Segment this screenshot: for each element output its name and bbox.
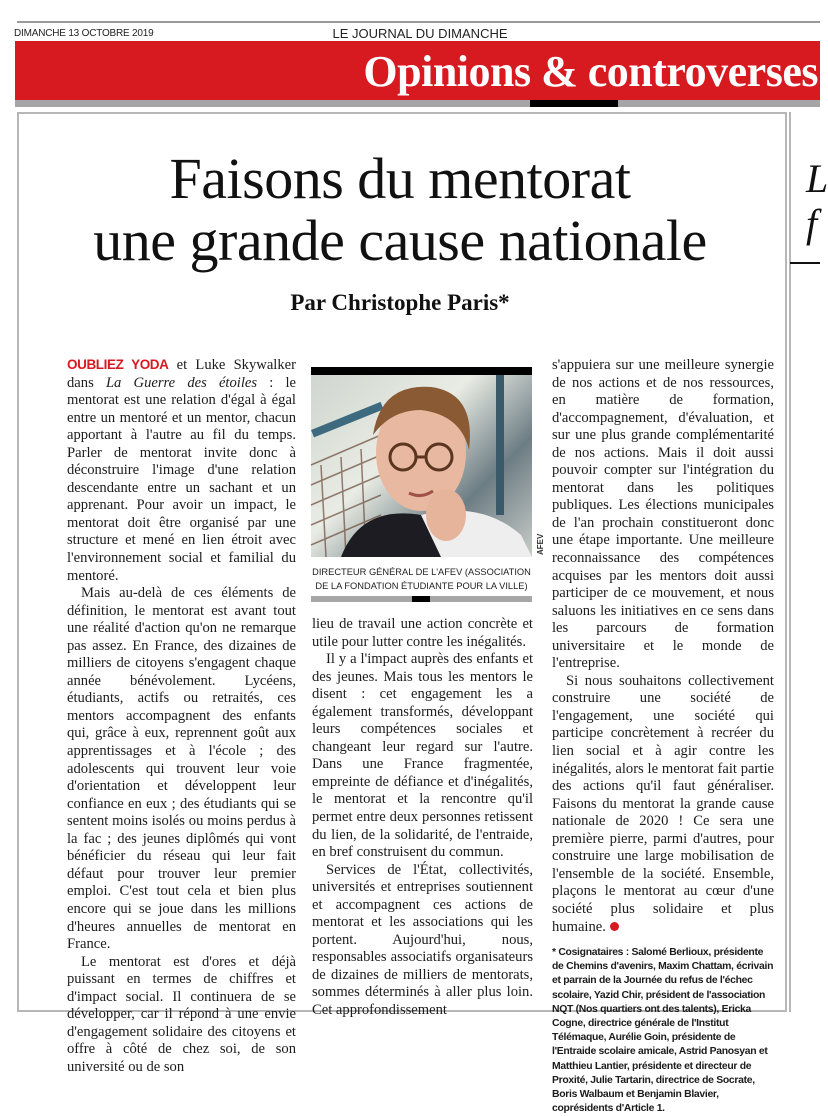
paragraph: Services de l'État, collectivités, universités et entreprises soutiennent et accompagnent ces actions de mentorat et les associations qui les portent. Aujourd'hui, nous, responsables associatifs organisateurs de dizaines de milliers de mentorats, sommes déterminés à aller plus loin. Cet approfondissement: [312, 861, 533, 1019]
top-rule: [17, 21, 820, 23]
headline: [20, 148, 780, 272]
column-3: [552, 357, 774, 1116]
paragraph: [67, 357, 296, 585]
author-photo: [311, 375, 532, 557]
caption-rule: [311, 596, 532, 602]
photo-credit: AFEV: [536, 533, 545, 555]
photo-caption: [311, 565, 532, 593]
end-mark-icon: [610, 922, 619, 931]
section-banner: [15, 41, 820, 100]
column-1: [67, 357, 296, 1076]
section-rule-marker: [530, 100, 618, 107]
issue-date: DIMANCHE 13 OCTOBRE 2019: [14, 28, 154, 39]
paragraph: s'appuiera sur une meilleure synergie de nos actions et de nos ressources, en matière de formation, d'accompagnement, d'évaluation, et sur une plus grande complémentarité de nos actions. Mais il doit aussi pouvoir compter sur l'intégration du mentorat dans les politiques publiques. Les élections municipales de l'an prochain constitueront donc une étape importante. Une meilleure reconnaissance des compétences acquises par les mentors doit aussi participer de ce mouvement, et nous saluons les initiatives en ce sens dans les parcours de formation universitaire et le monde de l'entreprise.: [552, 357, 774, 672]
portrait-illustration: [311, 375, 532, 557]
caption-line-1: DIRECTEUR GÉNÉRAL DE L'AFEV (ASSOCIATION: [312, 567, 531, 577]
next-article-rule: [790, 262, 820, 264]
paragraph-text: : le mentorat est une relation d'égal à égal entre un mentoré et un mentor, chacun apportant à l'autre au fil du temps. Parler de mentorat invite donc à déconstruire l'image d'une relation descendante entre un sachant et un apprenant. Pour avoir un impact, le mentorat doit être organisé par une structure et mené en lien étroit avec l'environnement social et familial du mentoré.: [67, 374, 296, 584]
caption-rule-marker: [412, 596, 430, 602]
next-article-glyph: L: [806, 156, 828, 201]
paragraph: Il y a l'impact auprès des enfants et des jeunes. Mais tous les mentors le disent : cet engagement les a également transformés, développant leurs compétences sociales et changeant leur regard sur l'autre. Dans une France fragmentée, empreinte de défiance et d'inégalités, le mentorat et la rencontre qu'il permet entre deux personnes retissent du lien, de la solidarité, de l'entraide, en bref construisent du commun.: [312, 651, 533, 861]
lead-in: OUBLIEZ YODA: [67, 357, 169, 372]
next-article-glyph: f: [806, 201, 818, 246]
newspaper-name: LE JOURNAL DU DIMANCHE: [332, 26, 508, 41]
paragraph-text: et Luke Skywalker dans: [67, 357, 296, 391]
caption-line-2: DE LA FONDATION ÉTUDIANTE POUR LA VILLE): [315, 581, 528, 591]
column-2: [312, 616, 533, 1020]
work-title: La Guerre des étoiles: [105, 374, 258, 391]
photo-top-bar: [311, 367, 532, 375]
section-title: Opinions & controverses: [363, 47, 818, 96]
cosignatories-footnote: * Cosignataires : Salomé Berlioux, présidente de Chemins d'avenirs, Maxim Chattam, écrivain et parrain de la Journée du refus de l'échec scolaire, Yazid Chir, président de l'association NQT (Nos quartiers ont des talents), Ericka Cogne, directrice générale de l'Institut Télémaque, Aurélie Goin, présidente de l'Entraide scolaire amicale, Astrid Panosyan et Matthieu Lantier, présidente et directeur de Proxité, Julie Tartarin, directrice de Socrate, Boris Walbaum et Benjamin Blavier, coprésidents d'Article 1.: [552, 947, 774, 1115]
paragraph: Mais au-delà de ces éléments de définition, le mentorat est avant tout une réalité d'action qu'on ne remarque pas assez. En France, des dizaines de milliers de citoyens s'engagent chaque année bénévolement. Lycéens, étudiants, actifs ou retraités, ces mentors accompagnent des enfants qui, grâce à eux, reprennent goût aux apprentissages et à l'école ; des adolescents qui trouvent leur voie d'orientation et développent leur confiance en eux ; des étudiants qui se sentent moins isolés ou moins perdus à la fac ; des jeunes diplômés qui vont bénéficier du réseau qui leur fait défaut pour trouver leur premier emploi. C'est tout cela et bien plus encore qui se joue dans les millions d'heures annuelles de mentorat en France.: [67, 585, 296, 953]
paragraph-text: Si nous souhaitons collectivement construire une société de l'engagement, une société qui participe concrètement à recréer du lien social et à agir contre les inégalités, alors le mentorat fait partie des actions qu'il faut généraliser. Faisons du mentorat la grande cause nationale de 2020 ! Ce sera une première pierre, parmi d'autres, pour construire une large mobilisation de l'ensemble de la société. Ensemble, plaçons le mentorat au cœur d'une société plus solidaire et plus humaine.: [552, 672, 774, 935]
paragraph: [552, 673, 774, 936]
paragraph: lieu de travail une action concrète et utile pour lutter contre les inégalités.: [312, 616, 533, 650]
column-divider: [789, 112, 791, 1012]
headline-line-1: Faisons du mentorat: [169, 146, 631, 211]
byline: Par Christophe Paris*: [290, 290, 510, 315]
section-rule: [15, 100, 820, 107]
paragraph: Le mentorat est d'ores et déjà puissant en termes de chiffres et d'impact social. Il continuera de se développer, car il répond à une envie d'engagement solidaire des citoyens et offre à côté de chez soi, de son université ou de son: [67, 953, 296, 1075]
headline-line-2: une grande cause nationale: [93, 208, 707, 273]
